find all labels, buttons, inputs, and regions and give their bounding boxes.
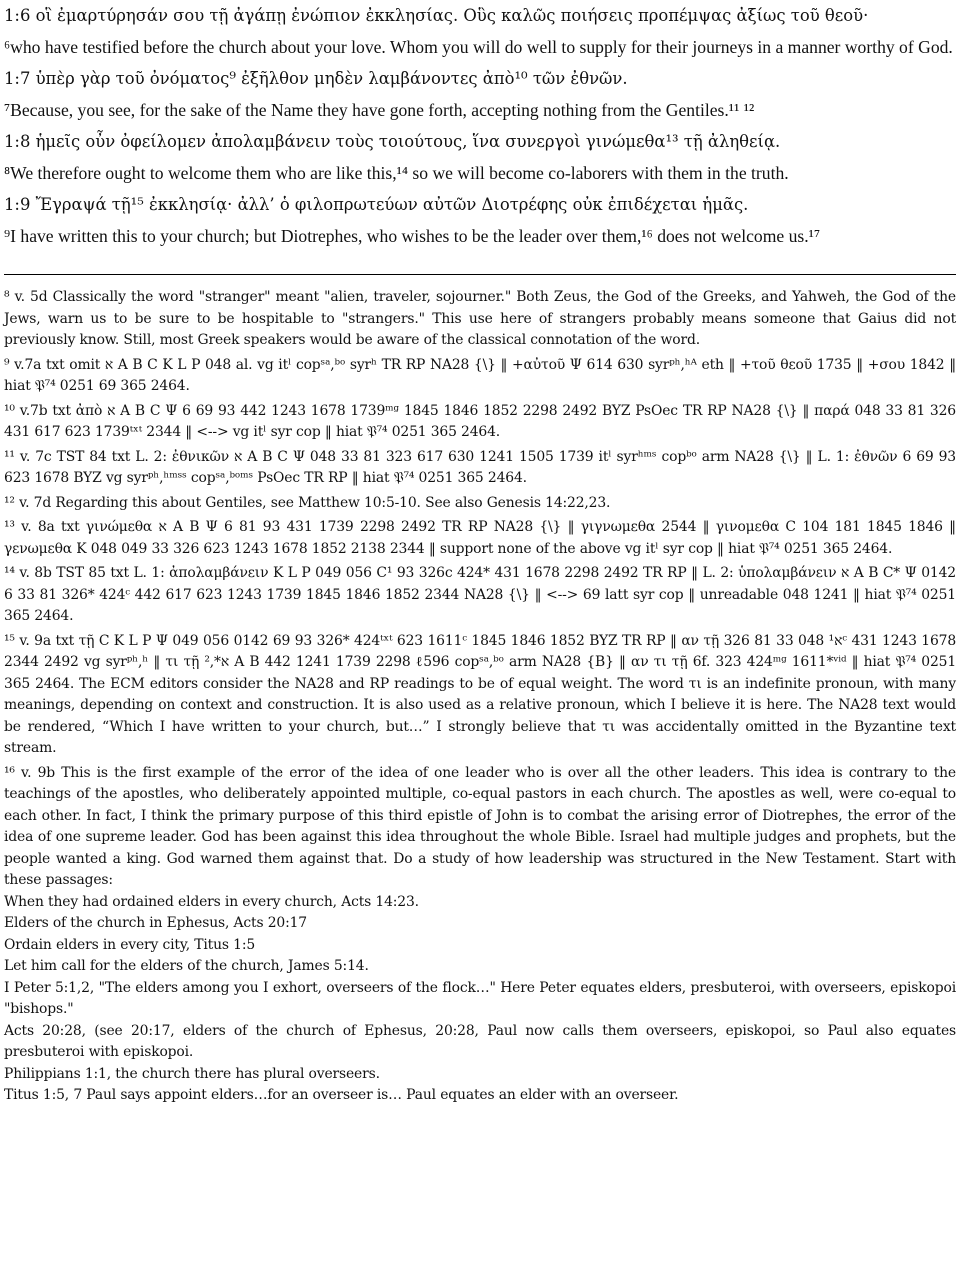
passage-james-5-14: Let him call for the elders of the church, James 5:14. [4,958,369,974]
english-verse-8: ⁸We therefore ought to welcome them who are like this,¹⁴ so we will become co-laborers with them in the truth. [4,162,789,183]
passage-acts-20-17: Elders of the church in Ephesus, Acts 20:17 [4,915,307,931]
passage-titus-1-5-7: Titus 1:5, 7 Paul says appoint elders…for an overseer is… Paul equates an elder with an overseer. [4,1087,679,1103]
footnotes [4,287,956,1107]
footnote-8: ⁸ v. 5d Classically the word "stranger" meant "alien, traveler, sojourner." Both Zeus, the God of the Greeks, and Yahweh, the God of the Jews, warn us to be sure to be hospitable to "strangers." This use here of strangers probably means someone that Gaius did not previously know. Still, most Greek speakers would be aware of the classical connotation of the word. [4,289,956,348]
document-page [4,0,956,1107]
english-verse-9: ⁹I have written this to your church; but Diotrephes, who wishes to be the leader over them,¹⁶ does not welcome us.¹⁷ [4,225,821,246]
greek-verse-1-7: 1:7 ὑπὲρ γὰρ τοῦ ὀνόματος⁹ ἐξῆλθον μηδὲν λαμβάνοντες ἀπὸ¹⁰ τῶν ἐθνῶν. [4,69,628,88]
passage-acts-14-23: When they had ordained elders in every church, Acts 14:23. [4,893,419,910]
footnote-13: ¹³ v. 8a txt γινώμεθα א A B Ψ 6 81 93 431 1739 2298 2492 TR RP NA28 {\} ‖ γιγνωμεθα 2544 ‖ γινομεθα C 104 181 1845 1846 ‖ γενωμεθα K 048 049 33 326 623 1243 1678 1852 2138 2344 ‖ support none of the above vg itˡ syr cop ‖ hiat 𝔓⁷⁴ 0251 365 2464. [4,519,956,557]
footnote-16: ¹⁶ v. 9b This is the first example of the error of the idea of one leader who is over all the other leaders. This idea is contrary to the teachings of the apostles, who deliberately appointed multiple, co-equal pastors in each church. The apostles as well, were co-equal to each other. In fact, I think the primary purpose of this third epistle of John is to combat the arising error of Diotrephes, the error of the idea of one supreme leader. God has been against this idea throughout the whole Bible. Israel had multiple judges and prophets, but the people wanted a king. God warned them against that. Do a study of how leadership was structured in the New Testament. Start with these passages: [4,764,956,888]
greek-verse-1-9: 1:9 Ἔγραψά τῇ¹⁵ ἐκκλησίᾳ· ἀλλ’ ὁ φιλοπρωτεύων αὐτῶν Διοτρέφης οὐκ ἐπιδέχεται ἡμᾶς. [4,195,749,214]
footnote-9: ⁹ v.7a txt omit א A B C K L P 048 al. vg itˡ copˢᵃ,ᵇᵒ syrʰ TR RP NA28 {\} ‖ +αὐτοῦ Ψ 614 630 syrᵖʰ,ʰᴬ eth ‖ +τοῦ θεοῦ 1735 ‖ +σου 1842 ‖ hiat 𝔓⁷⁴ 0251 69 365 2464. [4,356,956,394]
passage-acts-20-28: Acts 20:28, (see 20:17, elders of the church of Ephesus, 20:28, Paul now calls them overseers, episkopoi, so Paul also equates presbuteroi with episkopoi. [4,1022,956,1060]
greek-verse-1-8: 1:8 ἡμεῖς οὖν ὀφείλομεν ἀπολαμβάνειν τοὺς τοιούτους, ἵνα συνεργοὶ γινώμεθα¹³ τῇ ἀληθείᾳ. [4,132,781,151]
footnote-10: ¹⁰ v.7b txt ἀπὸ א A B C Ψ 6 69 93 442 1243 1678 1739ᵐᵍ 1845 1846 1852 2298 2492 BYZ PsOec TR RP NA28 {\} ‖ παρά 048 33 81 326 431 617 623 1739ᵗˣᵗ 2344 ‖ <--> vg itˡ syr cop ‖ hiat 𝔓⁷⁴ 0251 365 2464. [4,402,956,440]
greek-verse-1-6: 1:6 οἳ ἐμαρτύρησάν σου τῇ ἀγάπῃ ἐνώπιον ἐκκλησίας. Οὓς καλῶς ποιήσεις προπέμψας ἀξίως τοῦ θεοῦ· [4,6,869,25]
english-verse-7: ⁷Because, you see, for the sake of the Name they have gone forth, accepting nothing from the Gentiles.¹¹ ¹² [4,99,755,120]
footnote-14: ¹⁴ v. 8b TST 85 txt L. 1: ἀπολαμβάνειν K L P 049 056 C¹ 93 326c 424* 431 1678 2298 2492 TR RP ‖ L. 2: ὑπολαμβάνειν א A B C* Ψ 0142 6 33 81 326* 424ᶜ 442 617 623 1243 1739 1845 1846 1852 2344 NA28 {\} ‖ <--> 69 latt syr cop ‖ unreadable 048 1241 ‖ hiat 𝔓⁷⁴ 0251 365 2464. [4,565,956,624]
footnote-divider [4,274,956,275]
footnote-12: ¹² v. 7d Regarding this about Gentiles, see Matthew 10:5-10. See also Genesis 14:22,23. [4,494,611,511]
passage-philippians-1-1: Philippians 1:1, the church there has plural overseers. [4,1065,380,1082]
main-text [4,0,956,252]
footnote-15: ¹⁵ v. 9a txt τῇ C K L P Ψ 049 056 0142 69 93 326* 424ᵗˣᵗ 623 1611ᶜ 1845 1846 1852 BYZ TR RP ‖ αν τῇ א¹ 048 33 81 326ᶜ 431 1243 1678 2344 2492 vg syrᵖʰ,ʰ ‖ τι τῇ א*,² A B 442 1241 1739 2298 ℓ596 copˢᵃ,ᵇᵒ arm NA28 {B} ‖ αν τι τῇ 6f. 323 424ᵐᵍ 1611*ᵛⁱᵈ ‖ hiat 𝔓⁷⁴ 0251 365 2464. The ECM editors consider the NA28 and RP readings to be of equal weight. The word τι is an indefinite pronoun, with many meanings, depending on context and construction. It is also used as a relative pronoun, which I believe it is here. The NA28 text would be rendered, “Which I have written to your church, but…” I strongly believe that τι was accidentally omitted in the Byzantine text stream. [4,632,957,756]
passage-1-peter-5-1: I Peter 5:1,2, "The elders among you I exhort, overseers of the flock…" Here Peter equates elders, presbuteroi, with overseers, episkopoi "bishops." [4,979,956,1017]
passage-titus-1-5: Ordain elders in every city, Titus 1:5 [4,936,256,953]
english-verse-6: ⁶who have testified before the church about your love. Whom you will do well to supply for their journeys in a manner worthy of God. [4,36,953,57]
footnote-11: ¹¹ v. 7c TST 84 txt L. 2: ἐθνικῶν א A B C Ψ 048 33 81 323 617 630 1241 1505 1739 itˡ syrʰᵐˢ copᵇᵒ arm NA28 {\} ‖ L. 1: ἐθνῶν 6 69 93 623 1678 BYZ vg syrᵖʰ,ʰᵐˢˢ copˢᵃ,ᵇᵒᵐˢ PsOec TR RP ‖ hiat 𝔓⁷⁴ 0251 365 2464. [4,448,956,486]
